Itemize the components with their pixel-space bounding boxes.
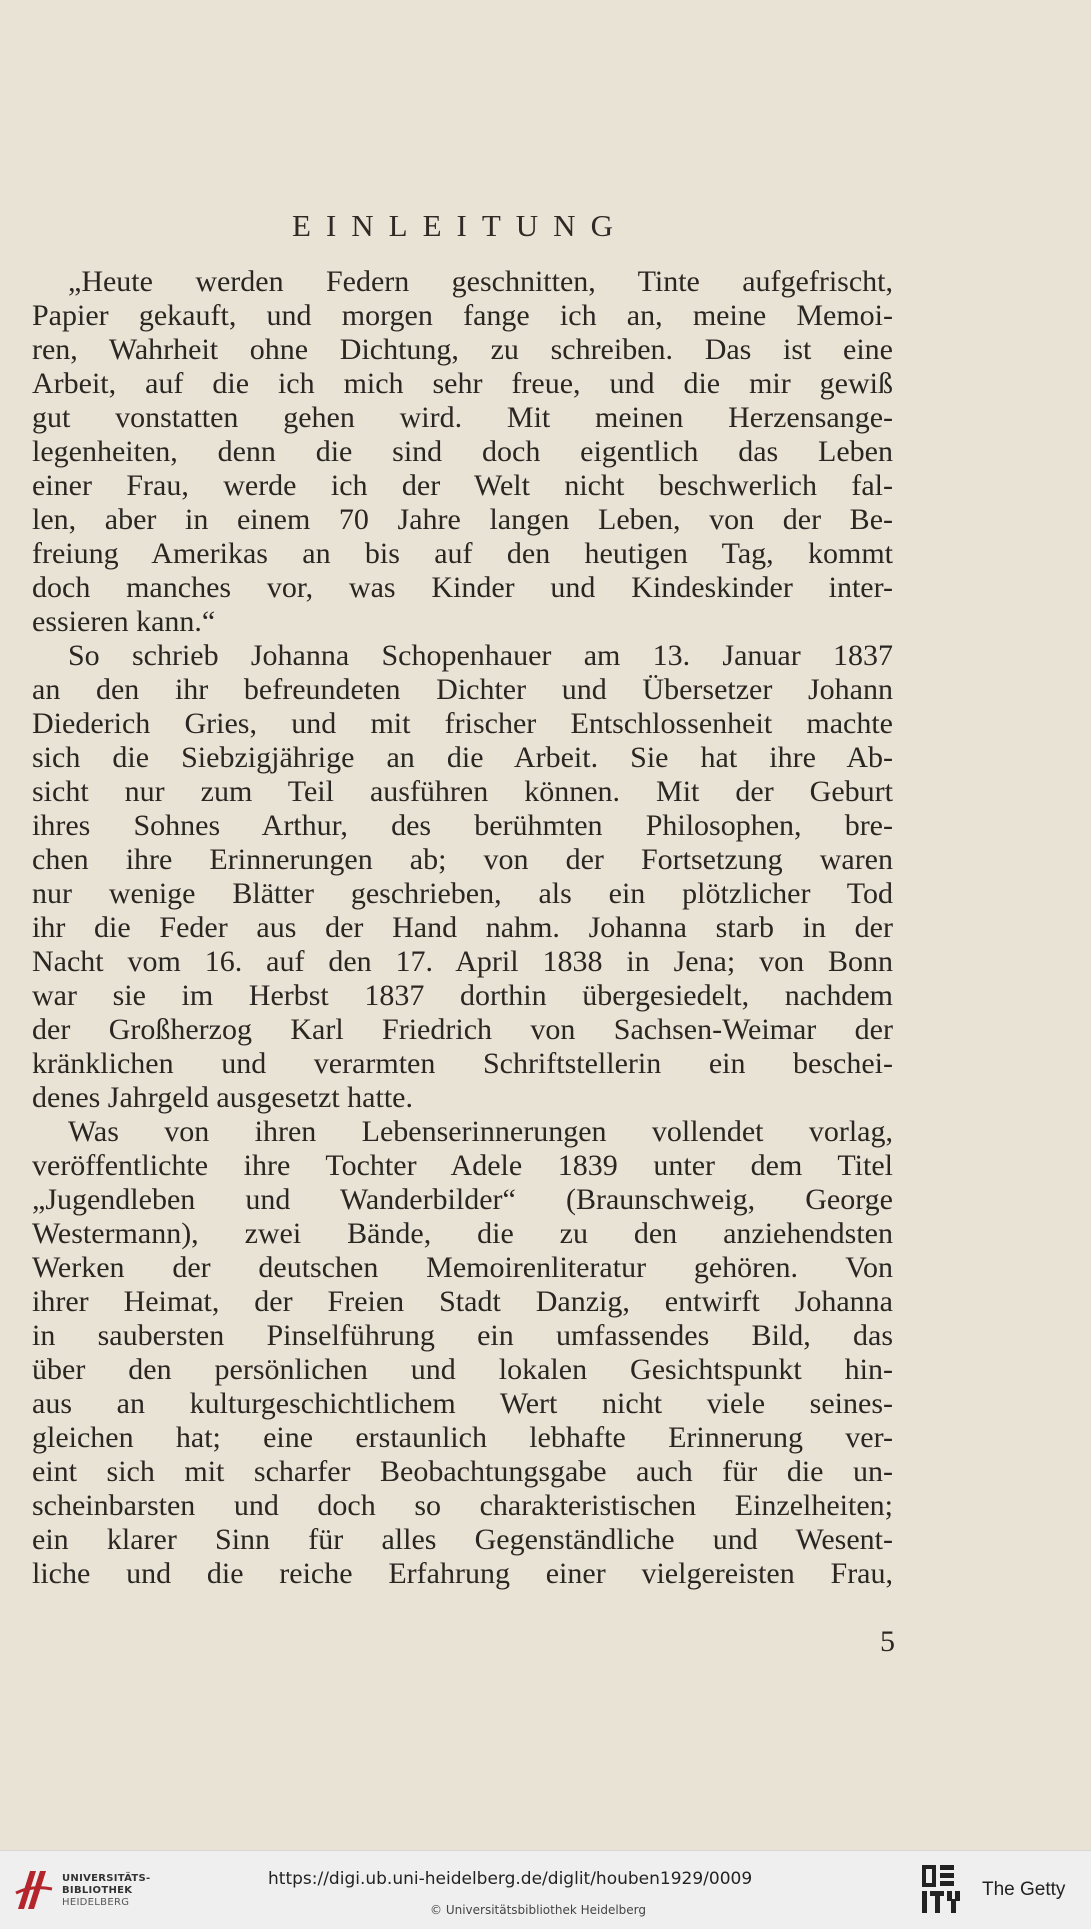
text-line: gleichen hat; eine erstaunlich lebhafte Erinnerung ver- xyxy=(32,1421,893,1454)
getty-logo-icon xyxy=(918,1863,970,1919)
text-line: der Großherzog Karl Friedrich von Sachsen-Weimar der xyxy=(32,1013,893,1046)
text-line: Nacht vom 16. auf den 17. April 1838 in Jena; von Bonn xyxy=(32,945,893,978)
text-line: gut vonstatten gehen wird. Mit meinen Herzensange- xyxy=(32,401,893,434)
text-line: denes Jahrgeld ausgesetzt hatte. xyxy=(32,1081,413,1114)
text-line: in saubersten Pinselführung ein umfassendes Bild, das xyxy=(32,1319,893,1352)
text-line: essieren kann.“ xyxy=(32,605,216,638)
text-line: sicht nur zum Teil ausführen können. Mit der Geburt xyxy=(32,775,893,808)
text-line: an den ihr befreundeten Dichter und Übersetzer Johann xyxy=(32,673,893,706)
text-line: war sie im Herbst 1837 dorthin übergesiedelt, nachdem xyxy=(32,979,893,1012)
chapter-title: EINLEITUNG xyxy=(292,208,628,243)
ub-heidelberg-logo[interactable] xyxy=(12,1859,151,1921)
text-line: liche und die reiche Erfahrung einer vielgereisten Frau, xyxy=(32,1557,893,1590)
text-line: scheinbarsten und doch so charakteristischen Einzelheiten; xyxy=(32,1489,893,1522)
text-line: Westermann), zwei Bände, die zu den anziehendsten xyxy=(32,1217,893,1250)
getty-logo[interactable] xyxy=(918,1859,1088,1923)
getty-label: The Getty xyxy=(982,1879,1066,1900)
text-line: doch manches vor, was Kinder und Kindeskinder inter- xyxy=(32,571,893,604)
text-line: ein klarer Sinn für alles Gegenständliche und Wesent- xyxy=(32,1523,893,1556)
text-line: chen ihre Erinnerungen ab; von der Fortsetzung waren xyxy=(32,843,893,876)
ub-heidelberg-logo-icon xyxy=(12,1863,56,1917)
copyright-notice: © Universitätsbibliothek Heidelberg xyxy=(430,1903,647,1917)
permalink-url[interactable]: https://digi.ub.uni-heidelberg.de/diglit/houben1929/0009 xyxy=(268,1869,753,1889)
text-line: aus an kulturgeschichtlichem Wert nicht viele seines- xyxy=(32,1387,893,1420)
page-number: 5 xyxy=(880,1625,895,1658)
text-line: Werken der deutschen Memoirenliteratur gehören. Von xyxy=(32,1251,893,1284)
text-line: Was von ihren Lebenserinnerungen vollendet vorlag, xyxy=(68,1115,893,1148)
text-line: „Jugendleben und Wanderbilder“ (Braunschweig, George xyxy=(32,1183,893,1216)
text-line: ren, Wahrheit ohne Dichtung, zu schreiben. Das ist eine xyxy=(32,333,893,366)
library-name-line-1: UNIVERSITÄTS- xyxy=(62,1873,151,1884)
body-text xyxy=(32,265,893,1591)
library-name-line-3: HEIDELBERG xyxy=(62,1897,130,1908)
text-line: kränklichen und verarmten Schriftstellerin ein beschei- xyxy=(32,1047,893,1080)
text-line: ihr die Feder aus der Hand nahm. Johanna starb in der xyxy=(32,911,893,944)
text-line: Diederich Gries, und mit frischer Entschlossenheit machte xyxy=(32,707,893,740)
text-line: legenheiten, denn die sind doch eigentlich das Leben xyxy=(32,435,893,468)
text-line: einer Frau, werde ich der Welt nicht beschwerlich fal- xyxy=(32,469,893,502)
text-line: eint sich mit scharfer Beobachtungsgabe auch für die un- xyxy=(32,1455,893,1488)
text-line: ihres Sohnes Arthur, des berühmten Philosophen, bre- xyxy=(32,809,893,842)
text-line: So schrieb Johanna Schopenhauer am 13. Januar 1837 xyxy=(68,639,893,672)
text-line: über den persönlichen und lokalen Gesichtspunkt hin- xyxy=(32,1353,893,1386)
viewer-footer xyxy=(0,1850,1091,1929)
text-line: freiung Amerikas an bis auf den heutigen Tag, kommt xyxy=(32,537,893,570)
text-line: Arbeit, auf die ich mich sehr freue, und die mir gewiß xyxy=(32,367,893,400)
text-line: ihrer Heimat, der Freien Stadt Danzig, entwirft Johanna xyxy=(32,1285,893,1318)
text-line: Papier gekauft, und morgen fange ich an, meine Memoi- xyxy=(32,299,893,332)
text-line: len, aber in einem 70 Jahre langen Leben, von der Be- xyxy=(32,503,893,536)
text-line: veröffentlichte ihre Tochter Adele 1839 unter dem Titel xyxy=(32,1149,893,1182)
text-line: „Heute werden Federn geschnitten, Tinte aufgefrischt, xyxy=(68,265,893,298)
text-line: nur wenige Blätter geschrieben, als ein plötzlicher Tod xyxy=(32,877,893,910)
text-line: sich die Siebzigjährige an die Arbeit. Sie hat ihre Ab- xyxy=(32,741,893,774)
library-name-line-2: BIBLIOTHEK xyxy=(62,1885,133,1896)
